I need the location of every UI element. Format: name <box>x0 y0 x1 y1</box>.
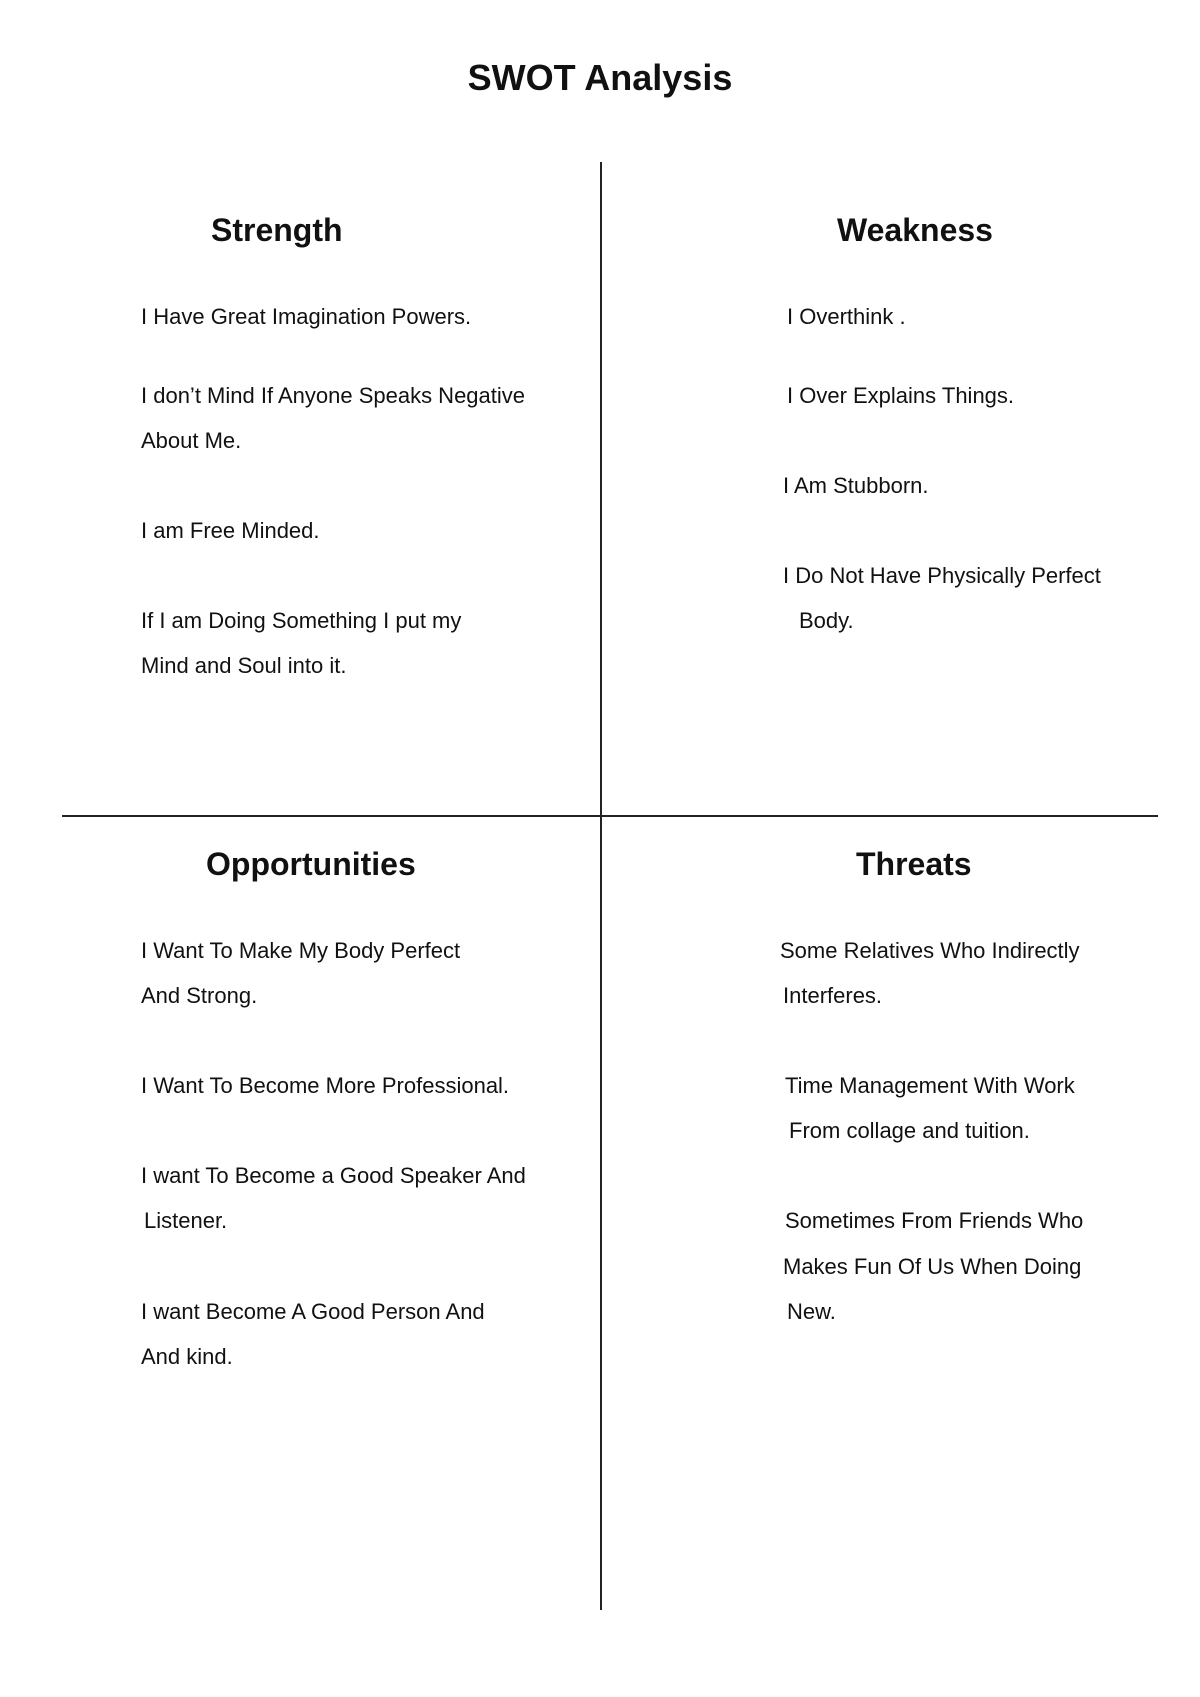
opportunities-line: I Want To Become More Professional. <box>141 1073 510 1098</box>
weakness-line: I Am Stubborn. <box>783 473 929 498</box>
strength-line: If I am Doing Something I put my <box>141 608 462 633</box>
weakness-line: I Do Not Have Physically Perfect <box>783 563 1101 588</box>
opportunities-line: I want To Become a Good Speaker And <box>141 1163 526 1188</box>
threats-line: Interferes. <box>783 983 883 1008</box>
threats-heading: Threats <box>856 846 972 882</box>
opportunities-line: Listener. <box>144 1208 228 1233</box>
weakness-line: Body. <box>799 608 854 633</box>
vertical-divider <box>600 162 602 1610</box>
weakness-heading: Weakness <box>837 212 993 248</box>
threats-line: From collage and tuition. <box>789 1118 1030 1143</box>
opportunities-line: I Want To Make My Body Perfect <box>141 938 461 963</box>
strength-heading: Strength <box>211 212 343 248</box>
strength-line: About Me. <box>141 428 242 453</box>
threats-line: Time Management With Work <box>785 1073 1075 1098</box>
opportunities-line: And kind. <box>141 1344 233 1369</box>
strength-line: I am Free Minded. <box>141 518 320 543</box>
strength-line: I Have Great Imagination Powers. <box>141 304 472 329</box>
weakness-line: I Overthink . <box>787 304 906 329</box>
threats-line: Makes Fun Of Us When Doing <box>783 1254 1082 1279</box>
threats-line: Some Relatives Who Indirectly <box>780 938 1080 963</box>
page-title: SWOT Analysis <box>467 57 733 98</box>
weakness-line: I Over Explains Things. <box>787 383 1015 408</box>
threats-line: New. <box>787 1299 836 1324</box>
strength-line: Mind and Soul into it. <box>141 653 347 678</box>
opportunities-line: I want Become A Good Person And <box>141 1299 485 1324</box>
strength-line: I don’t Mind If Anyone Speaks Negative <box>141 383 526 408</box>
threats-line: Sometimes From Friends Who <box>785 1208 1084 1233</box>
opportunities-heading: Opportunities <box>206 846 416 882</box>
opportunities-line: And Strong. <box>141 983 258 1008</box>
horizontal-divider <box>62 815 1158 817</box>
